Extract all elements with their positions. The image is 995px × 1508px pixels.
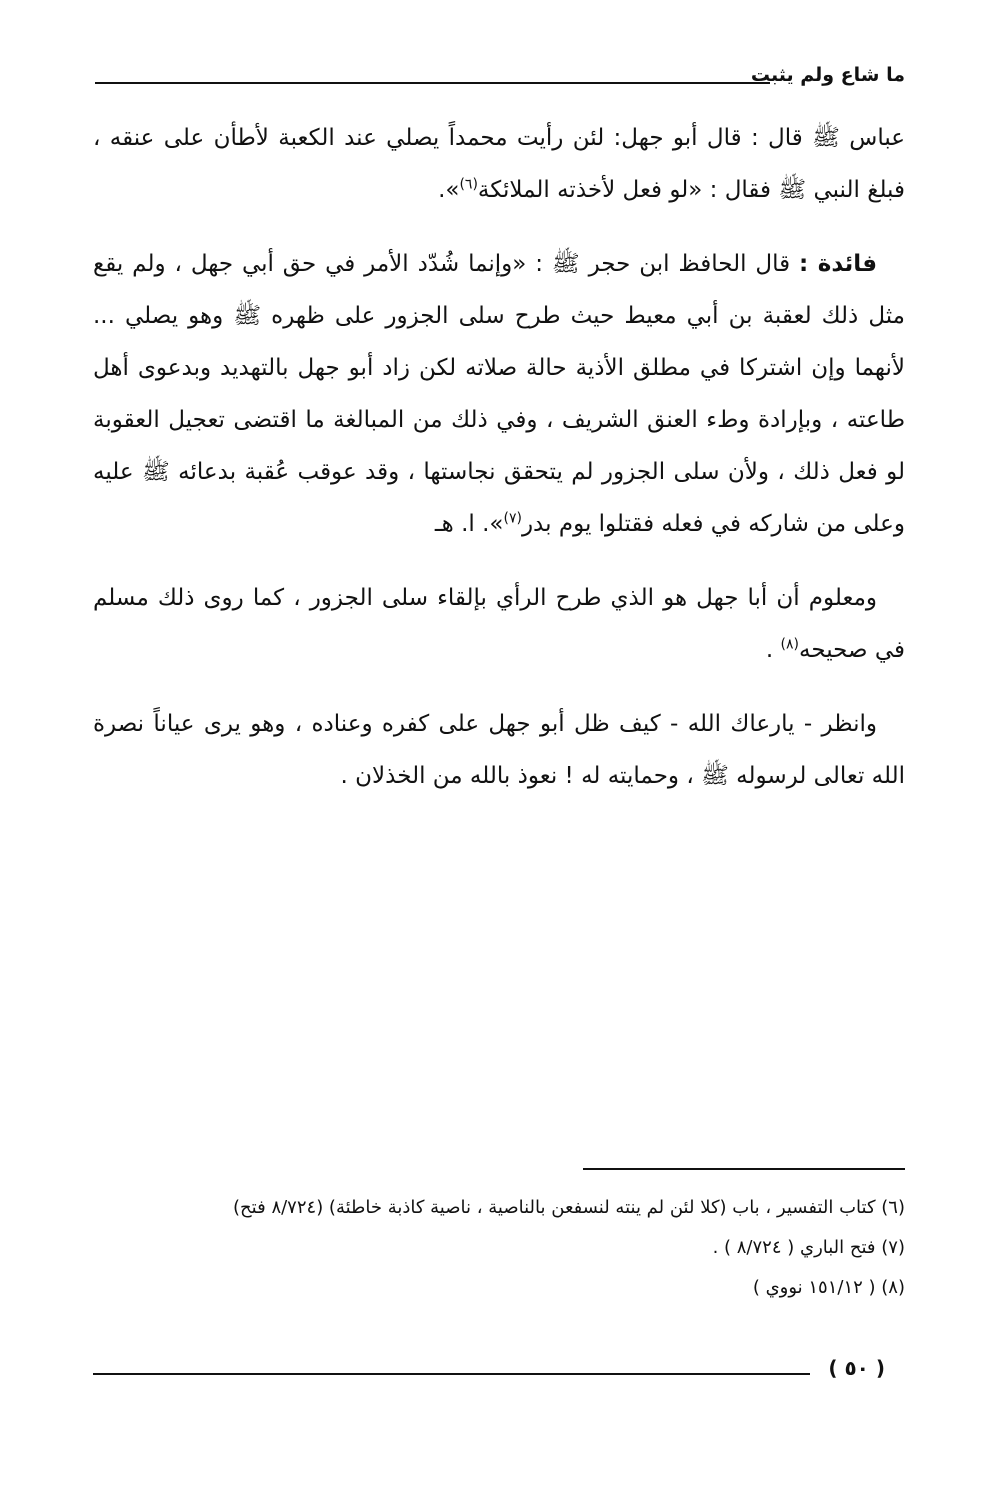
footnote-ref-6: (٦) (459, 176, 478, 193)
paragraph-2-text: قال الحافظ ابن حجر ﷺ : «وإنما شُدّد الأمر في حق أبي جهل ، ولم يقع مثل ذلك لعقبة بن أبي معيط حيث طرح سلى الجزور على ظهره ﷺ وهو يصلي ... لأنهما وإن اشتركا في مطلق الأذية حالة صلاته لكن زاد أبو جهل بالتهديد وبدعوى أهل طاعته ، وبإرادة وطء العنق الشريف ، وفي ذلك من المبالغة ما اقتضى تعجيل العقوبة لو فعل ذلك ، ولأن سلى الجزور لم يتحقق نجاستها ، وقد عوقب عُقبة بدعائه ﷺ عليه وعلى من شاركه في فعله فقتلوا يوم بدر (93, 251, 905, 537)
running-header (95, 60, 905, 94)
paragraph-1-text: عباس ﷺ قال : قال أبو جهل: لئن رأيت محمداً يصلي عند الكعبة لأطأن على عنقه ، فبلغ النبي ﷺ فقال : «لو فعل لأخذته الملائكة (93, 125, 905, 203)
paragraph-3-tail: . (765, 637, 781, 663)
footnote-separator (583, 1168, 905, 1170)
footnotes (93, 1188, 905, 1308)
footnote-6: (٦) كتاب التفسير ، باب (كلا لئن لم ينته لنسفعن بالناصية ، ناصية كاذبة خاطئة) (٨/٧٢٤ فتح) (233, 1197, 905, 1218)
footnote-8: (٨) ( ١٥١/١٢ نووي ) (752, 1277, 905, 1298)
paragraph-4-text: وانظر - يارعاك الله - كيف ظل أبو جهل على كفره وعناده ، وهو يرى عياناً نصرة الله تعالى لرسوله ﷺ ، وحمايته له ! نعوذ بالله من الخذلان . (93, 711, 905, 789)
paragraph-1-tail: ». (438, 177, 460, 203)
benefit-label: فائدة : (799, 251, 878, 277)
page-number: ( ٥٠ ) (828, 1356, 885, 1380)
main-text (93, 112, 905, 824)
footnote-7: (٧) فتح الباري ( ٨/٧٢٤ ) . (712, 1237, 905, 1258)
paragraph-2 (93, 238, 905, 550)
page-footer (93, 1352, 905, 1388)
paragraph-3-text: ومعلوم أن أبا جهل هو الذي طرح الرأي بإلقاء سلى الجزور ، كما روى ذلك مسلم في صحيحه (93, 585, 905, 663)
footnote-ref-7: (٧) (503, 510, 522, 527)
paragraph-4 (93, 698, 905, 802)
running-title: ما شاع ولم يثبت (750, 64, 905, 86)
paragraph-3 (93, 572, 905, 676)
footer-rule (93, 1373, 810, 1375)
footnote-ref-8: (٨) (780, 636, 800, 653)
header-rule (95, 82, 770, 84)
paragraph-2-tail: ». ا. هـ (434, 511, 504, 537)
paragraph-1 (93, 112, 905, 216)
